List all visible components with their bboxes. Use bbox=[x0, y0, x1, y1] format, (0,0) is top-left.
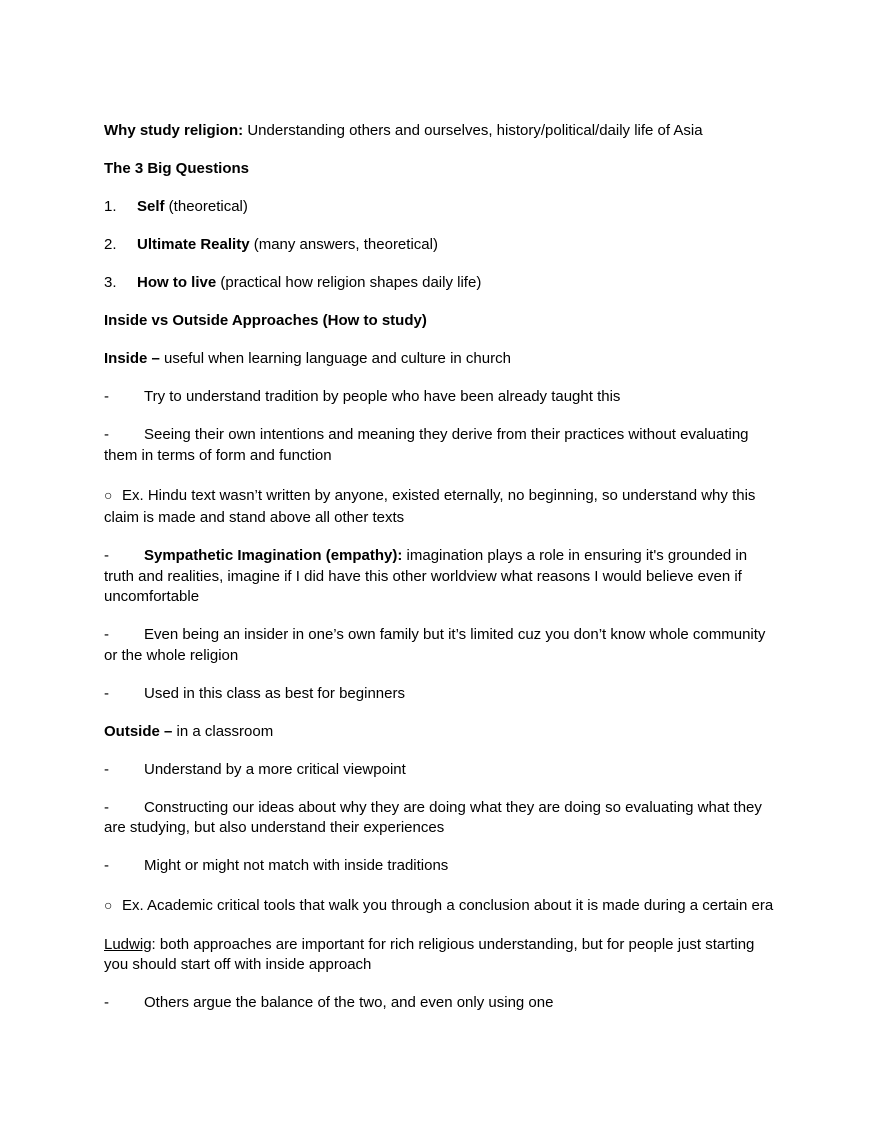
example-text: Ex. Academic critical tools that walk you through a conclusion about it is made during a certain era bbox=[122, 897, 774, 914]
bullet-text: imagination plays a role in ensuring it's grounded in truth and realities, imagine if I did have this other worldview what reasons I would believe even if uncomfortable bbox=[104, 547, 748, 605]
outside-bullet bbox=[104, 760, 774, 781]
outside-label: Outside – bbox=[104, 722, 173, 740]
question-item bbox=[104, 197, 774, 218]
ludwig-bullet bbox=[104, 993, 774, 1014]
inside-bullet bbox=[104, 625, 774, 666]
outside-text: in a classroom bbox=[172, 722, 274, 740]
dash-marker: - bbox=[104, 798, 109, 816]
outside-example bbox=[104, 894, 774, 917]
bullet-text: Might or might not match with inside traditions bbox=[144, 857, 449, 874]
bullet-text: Others argue the balance of the two, and even only using one bbox=[144, 994, 554, 1011]
question-term: Ultimate Reality bbox=[137, 236, 250, 253]
question-desc: (practical how religion shapes daily life) bbox=[216, 274, 482, 291]
circle-bullet-icon: ○ bbox=[104, 897, 113, 913]
question-term: Self bbox=[137, 198, 165, 215]
big-questions-heading: The 3 Big Questions bbox=[104, 160, 250, 177]
outside-bullet bbox=[104, 856, 774, 877]
dash-marker: - bbox=[104, 760, 109, 778]
bullet-text: Seeing their own intentions and meaning they derive from their practices without evaluating them in terms of form and function bbox=[104, 426, 749, 464]
bullet-text: Even being an insider in one’s own family but it’s limited cuz you don’t know whole community or the whole religion bbox=[104, 626, 766, 664]
question-term: How to live bbox=[137, 274, 217, 291]
question-item bbox=[104, 235, 774, 256]
inside-example bbox=[104, 484, 774, 529]
inside-text: useful when learning language and culture in church bbox=[159, 350, 511, 367]
dash-marker: - bbox=[104, 426, 109, 443]
bullet-text: Constructing our ideas about why they are doing what they are doing so evaluating what they are studying, but also understand their experiences bbox=[104, 798, 762, 836]
dash-marker: - bbox=[104, 547, 109, 564]
intro-label: Why study religion: bbox=[104, 122, 244, 139]
approaches-heading: Inside vs Outside Approaches (How to study) bbox=[104, 312, 427, 329]
circle-bullet-icon: ○ bbox=[104, 486, 113, 503]
bullet-text: Try to understand tradition by people who have been already taught this bbox=[144, 388, 621, 405]
ludwig-name: Ludwig bbox=[104, 935, 152, 953]
question-desc: (many answers, theoretical) bbox=[249, 236, 438, 253]
inside-bullet bbox=[104, 684, 774, 705]
question-number: 3. bbox=[104, 274, 117, 291]
ludwig-text: : both approaches are important for rich religious understanding, but for people just starting you should start off with inside approach bbox=[104, 935, 755, 973]
inside-bullet bbox=[104, 387, 774, 408]
dash-marker: - bbox=[104, 626, 109, 643]
outside-bullet bbox=[104, 798, 774, 839]
bullet-text: Understand by a more critical viewpoint bbox=[144, 760, 406, 778]
dash-marker: - bbox=[104, 684, 109, 702]
question-desc: (theoretical) bbox=[164, 198, 248, 215]
bullet-term: Sympathetic Imagination (empathy): bbox=[144, 547, 403, 564]
dash-marker: - bbox=[104, 388, 109, 405]
ludwig-paragraph bbox=[104, 935, 774, 976]
example-text: Ex. Hindu text wasn’t written by anyone, existed eternally, no beginning, so understand why this claim is made and stand above all other texts bbox=[104, 486, 756, 526]
intro-text: Understanding others and ourselves, history/political/daily life of Asia bbox=[243, 122, 703, 139]
document-page bbox=[104, 121, 774, 1031]
question-number: 2. bbox=[104, 236, 117, 253]
outside-paragraph bbox=[104, 722, 774, 743]
bullet-text: Used in this class as best for beginners bbox=[144, 684, 405, 702]
inside-label: Inside – bbox=[104, 350, 160, 367]
inside-paragraph bbox=[104, 349, 774, 370]
inside-bullet bbox=[104, 546, 774, 608]
dash-marker: - bbox=[104, 857, 109, 874]
intro-paragraph bbox=[104, 121, 774, 142]
inside-bullet bbox=[104, 425, 774, 466]
question-number: 1. bbox=[104, 198, 117, 215]
dash-marker: - bbox=[104, 994, 109, 1011]
question-item bbox=[104, 273, 774, 294]
